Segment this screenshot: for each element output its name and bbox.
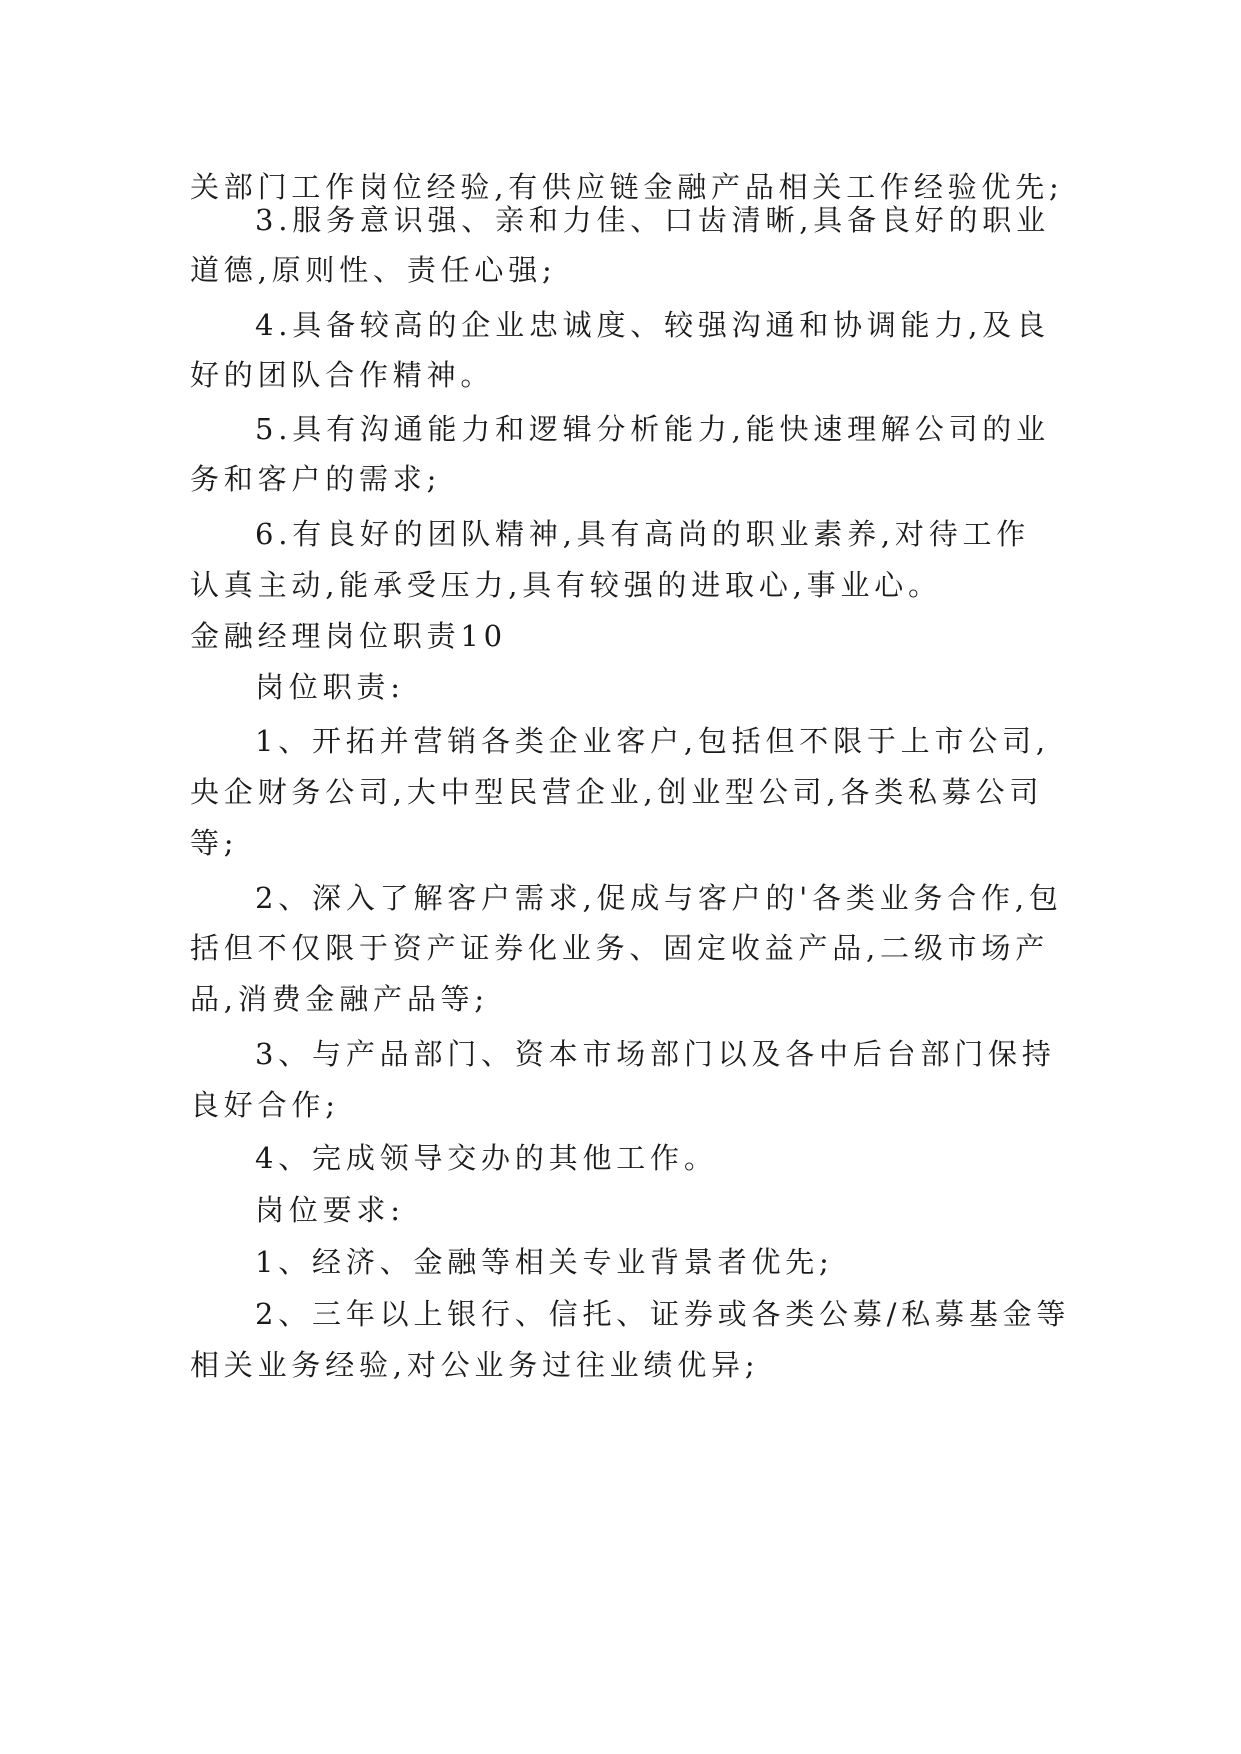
text-line-15: 2、深入了解客户需求,促成与客户的'各类业务合作,包 <box>255 881 1063 915</box>
text-line-22: 1、经济、金融等相关专业背景者优先; <box>255 1245 834 1279</box>
text-line-12: 1、开拓并营销各类企业客户,包括但不限于上市公司, <box>255 724 1050 758</box>
text-line-21: 岗位要求: <box>255 1193 405 1227</box>
text-line-4: 4.具备较高的企业忠诚度、较强沟通和协调能力,及良 <box>255 308 1050 342</box>
text-line-8: 6.有良好的团队精神,具有高尚的职业素养,对待工作 <box>255 517 1031 551</box>
text-line-14: 等; <box>190 826 239 860</box>
text-line-6: 5.具有沟通能力和逻辑分析能力,能快速理解公司的业 <box>255 412 1050 446</box>
text-line-20: 4、完成领导交办的其他工作。 <box>255 1141 718 1175</box>
text-line-23: 2、三年以上银行、信托、证券或各类公募/私募基金等 <box>255 1297 1071 1331</box>
text-line-19: 良好合作; <box>190 1088 340 1122</box>
text-line-13: 央企财务公司,大中型民营企业,创业型公司,各类私募公司 <box>190 775 1044 809</box>
text-line-5: 好的团队合作精神。 <box>190 358 495 392</box>
section-heading: 金融经理岗位职责10 <box>190 619 507 653</box>
text-line-3: 道德,原则性、责任心强; <box>190 253 557 287</box>
text-line-16: 括但不仅限于资产证券化业务、固定收益产品,二级市场产 <box>190 931 1050 965</box>
text-line-17: 品,消费金融产品等; <box>190 982 489 1016</box>
text-line-11: 岗位职责: <box>255 670 405 704</box>
text-line-18: 3、与产品部门、资本市场部门以及各中后台部门保持 <box>255 1037 1056 1071</box>
text-line-7: 务和客户的需求; <box>190 462 442 496</box>
text-line-2: 3.服务意识强、亲和力佳、口齿清晰,具备良好的职业 <box>255 203 1050 237</box>
text-line-9: 认真主动,能承受压力,具有较强的进取心,事业心。 <box>190 568 942 602</box>
text-line-24: 相关业务经验,对公业务过往业绩优异; <box>190 1348 760 1382</box>
text-line-1: 关部门工作岗位经验,有供应链金融产品相关工作经验优先; <box>190 170 1064 204</box>
